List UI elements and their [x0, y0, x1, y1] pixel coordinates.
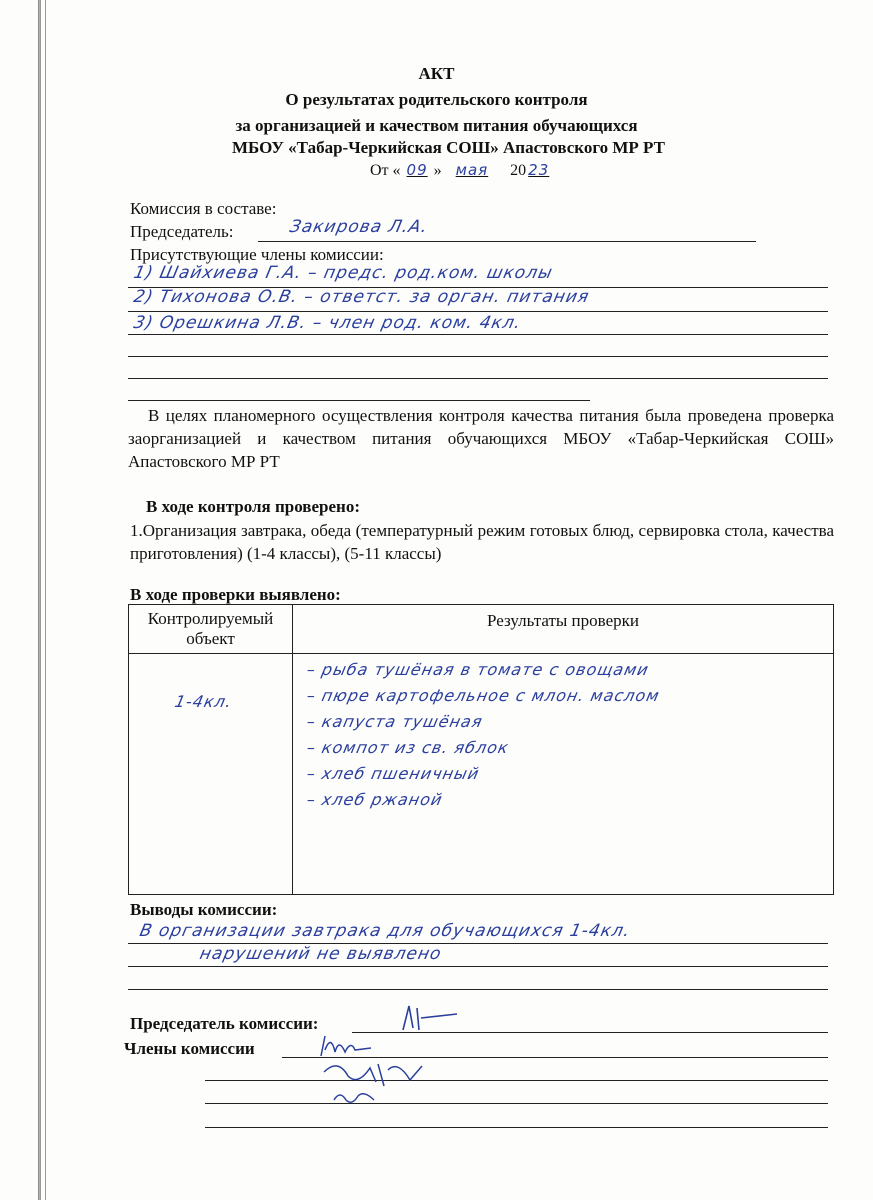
chair-signature-label: Председатель комиссии:: [130, 1014, 319, 1033]
chair-signature: [395, 1000, 465, 1036]
conclusion-underline-3: [128, 989, 828, 990]
members-signature-line-4: [205, 1127, 828, 1128]
member-2: 2) Тихонова О.В. – ответст. за орган. питания: [131, 287, 592, 307]
conclusion-line-2: нарушений не выявлено: [197, 944, 444, 964]
result-item-4: – компот из св. яблок: [304, 738, 511, 757]
findings-heading: В ходе проверки выявлено:: [130, 585, 341, 604]
scan-edge: [38, 0, 41, 1200]
members-signature-label: Члены комиссии: [124, 1039, 255, 1058]
members-signature-line-3: [205, 1103, 828, 1104]
date-line: [370, 160, 569, 181]
checked-heading: В ходе контроля проверено:: [146, 497, 360, 516]
object-value: 1-4кл.: [172, 692, 235, 711]
result-item-1: – рыба тушёная в томате с овощами: [304, 660, 651, 679]
header-line-3: МБОУ «Табар-Черкийская СОШ» Апастовского МР РТ: [232, 138, 665, 157]
member-3: 3) Орешкина Л.В. – член род. ком. 4кл.: [131, 313, 524, 333]
date-year-prefix: 20: [510, 162, 527, 179]
members-signature-line-2: [205, 1080, 828, 1081]
scan-edge-line: [45, 0, 46, 1200]
object-cell: [129, 654, 293, 895]
member-signature-3: [330, 1086, 380, 1108]
members-label: Присутствующие члены комиссии:: [130, 245, 384, 264]
date-mid: »: [433, 162, 442, 179]
commission-label: Комиссия в составе:: [130, 199, 277, 218]
checked-item: 1.Организация завтрака, обеда (температурный режим готовых блюд, сервировка стола, качества приготовления) (1-4 классы), (5-11 классы): [130, 521, 834, 563]
results-table: [128, 604, 834, 895]
member-line-5: [128, 378, 828, 379]
chair-underline: [258, 241, 756, 242]
date-month: мая: [455, 161, 489, 179]
member-line-6: [128, 400, 590, 401]
conclusion-underline-2: [128, 966, 828, 967]
result-item-6: – хлеб ржаной: [304, 790, 445, 809]
member-line-3: [128, 334, 828, 335]
chair-label: Председатель:: [130, 222, 234, 241]
date-day: 09: [406, 161, 428, 179]
table-header-object: Контролируемый объект: [129, 605, 293, 654]
document-title: АКТ: [418, 64, 455, 83]
member-line-4: [128, 356, 828, 357]
table-header-row: [129, 605, 834, 654]
header-line-2: за организацией и качеством питания обучающихся: [235, 116, 638, 135]
date-year: 23: [528, 161, 550, 179]
member-1: 1) Шайхиева Г.А. – предс. род.ком. школы: [131, 263, 555, 283]
conclusions-heading: Выводы комиссии:: [130, 900, 278, 919]
chair-name: Закирова Л.А.: [287, 217, 431, 237]
member-signature-2: [318, 1056, 428, 1090]
result-item-3: – капуста тушёная: [304, 712, 485, 731]
member-line-2: [128, 311, 828, 312]
header-line-1: О результатах родительского контроля: [285, 90, 588, 109]
table-header-results: Результаты проверки: [293, 605, 834, 654]
intro-paragraph: В целях планомерного осуществления контроля качества питания была проведена проверка заорганизацией и качеством питания обучающихся МБОУ «Табар-Черкийская СОШ» Апастовского МР РТ: [128, 406, 834, 471]
result-item-5: – хлеб пшеничный: [304, 764, 482, 783]
result-item-2: – пюре картофельное с млон. маслом: [304, 686, 662, 705]
results-cell: [293, 654, 834, 895]
table-row: [129, 654, 834, 895]
date-prefix: От «: [370, 162, 401, 179]
conclusion-line-1: В организации завтрака для обучающихся 1-4кл.: [137, 921, 633, 941]
